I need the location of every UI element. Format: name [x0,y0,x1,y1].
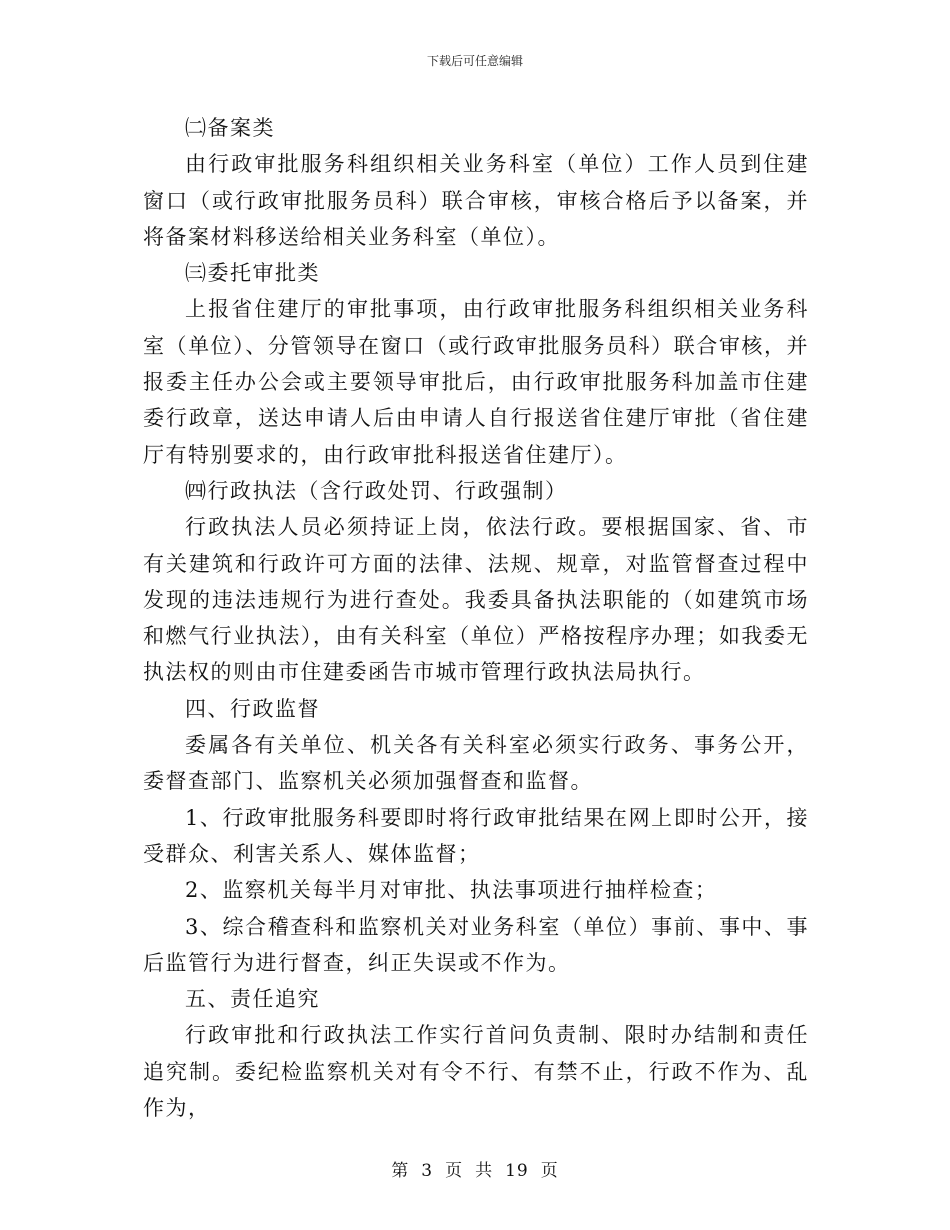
page-header-note: 下载后可任意编辑 [426,54,523,68]
paragraph: 由行政审批服务科组织相关业务科室（单位）工作人员到住建窗口（或行政审批服务员科）联合审核，审核合格后予以备案，并将备案材料移送给相关业务科室（单位）。 [143,152,809,249]
paragraph: 行政审批和行政执法工作实行首问负责制、限时办结制和责任追究制。委纪检监察机关对有令不行、有禁不止，行政不作为、乱作为， [143,1023,809,1121]
footer-prefix: 第 [391,1161,410,1181]
section-heading-supervision: 四、行政监督 [185,696,320,721]
paragraph: 上报省住建厅的审批事项，由行政审批服务科组织相关业务科室（单位）、分管领导在窗口（或行政审批服务员科）联合审核，并报委主任办公会或主要领导审批后，由行政审批服务科加盖市住建委行政章，送达申请人后由申请人自行报送省住建厅审批（省住建厅有特别要求的，由行政审批科报送省住建厅）。 [143,297,809,467]
list-item: 3、综合稽查科和监察机关对业务科室（单位）事前、事中、事后监管行为进行督查，纠正失误或不作为。 [143,914,809,975]
paragraph-section-2-heading: ㈡备案类 [185,116,275,140]
list-item: 1、行政审批服务科要即时将行政审批结果在网上即时公开，接受群众、利害关系人、媒体监督； [143,805,809,866]
footer-page-word: 页 [445,1161,464,1181]
paragraph: 行政执法人员必须持证上岗，依法行政。要根据国家、省、市有关建筑和行政许可方面的法律、法规、规章，对监管督查过程中发现的违法违规行为进行查处。我委具备执法职能的（如建筑市场和燃气行业执法），由有关科室（单位）严格按程序办理；如我委无执法权的则由市住建委函告市城市管理行政执法局执行。 [143,515,809,685]
footer-suffix: 页 [540,1161,559,1181]
paragraph-section-3-heading: ㈢委托审批类 [185,261,320,286]
current-page-number: 3 [421,1161,434,1181]
section-heading-accountability: 五、责任追究 [185,987,320,1012]
total-page-number: 19 [505,1161,529,1181]
paragraph-section-4-heading: ㈣行政执法（含行政处罚、行政强制） [185,478,568,503]
list-item: 2、监察机关每半月对审批、执法事项进行抽样检查； [185,878,718,903]
footer-total-word: 共 [475,1161,494,1181]
paragraph: 委属各有关单位、机关各有关科室必须实行政务、事务公开，委督查部门、监察机关必须加强督查和监督。 [143,733,809,794]
page-number-footer [0,1156,950,1181]
document-body [143,110,809,1126]
